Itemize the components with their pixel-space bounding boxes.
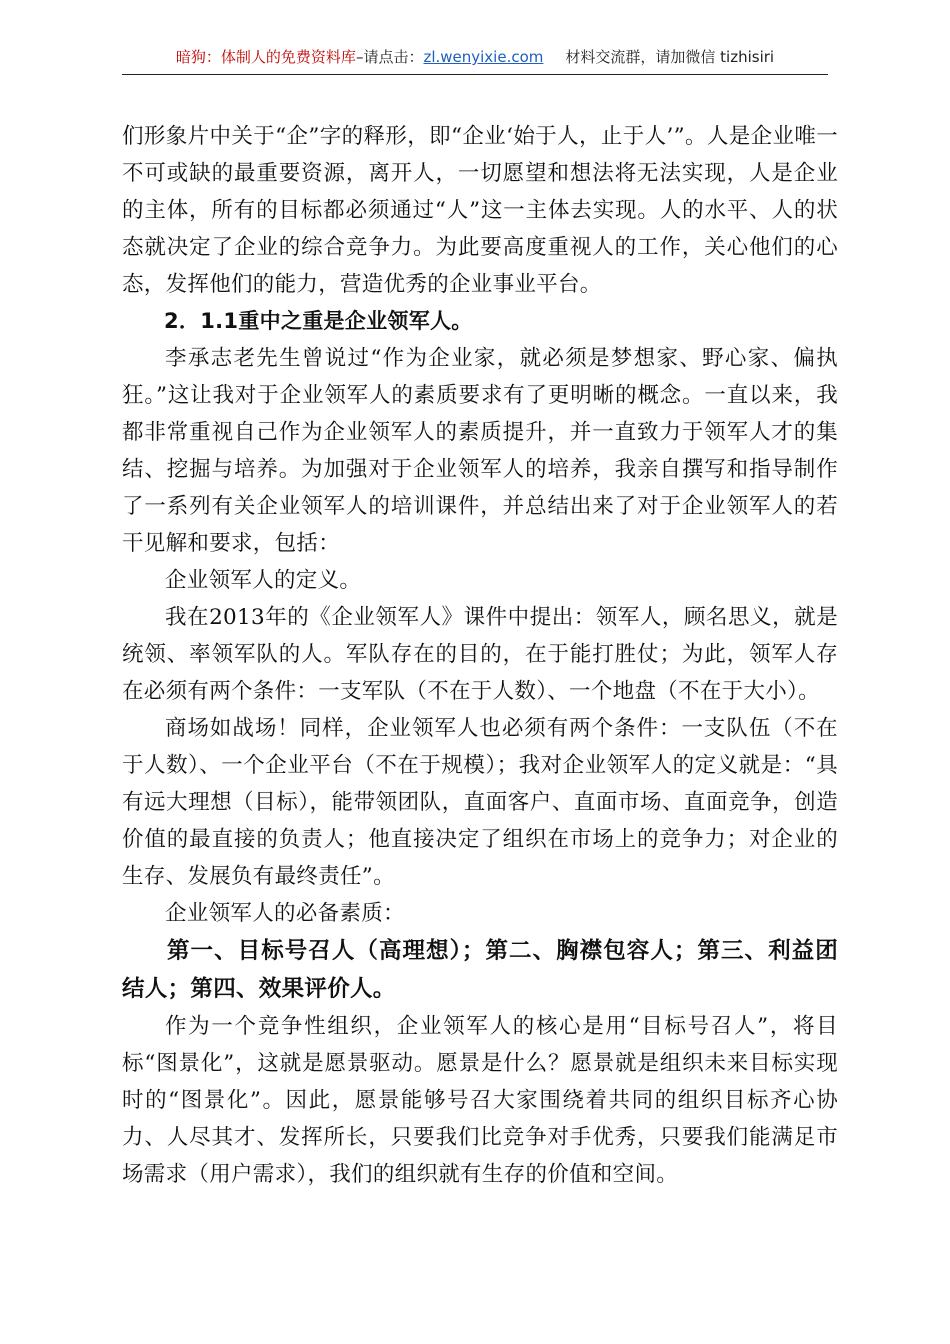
subheading-definition: 企业领军人的定义。	[165, 568, 362, 593]
paragraph-intro: 们形象片中关于“企”字的释形，即“企业‘始于人，止于人’”。人是企业唯一不可或缺的最重要资源，离开人，一切愿望和想法将无法实现，人是企业的主体，所有的目标都必须通过“人”这一主体去实现。人的水平、人的状态就决定了企业的综合竞争力。为此要高度重视人的工作，关心他们的心态，发挥他们的能力，营造优秀的企业事业平台。	[122, 124, 838, 297]
page-header	[122, 46, 828, 75]
section-heading: 2．1.1重中之重是企业领军人。	[164, 309, 473, 333]
header-link[interactable]: zl.wenyixie.com	[423, 48, 544, 66]
header-wechat-note: 材料交流群，请加微信 tizhisiri	[565, 48, 775, 66]
subheading-qualities: 企业领军人的必备素质：	[165, 901, 405, 926]
paragraph-market: 商场如战场！同样，企业领军人也必须有两个条件：一支队伍（不在于人数）、一个企业平台（不在于规模）；我对企业领军人的定义就是：“具有远大理想（目标），能带领团队，直面客户、直面市场、直面竞争，创造价值的最直接的负责人；他直接决定了组织在市场上的竞争力；对企业的生存、发展负有最终责任”。	[122, 716, 838, 889]
paragraph-definition: 我在2013年的《企业领军人》课件中提出：领军人，顾名思义，就是统领、率领军队的人。军队存在的目的，在于能打胜仗；为此，领军人存在必须有两个条件：一支军队（不在于人数）、一个地盘（不在于大小）。	[122, 605, 838, 704]
document-body	[122, 118, 838, 1193]
paragraph-quote: 李承志老先生曾说过“作为企业家，就必须是梦想家、野心家、偏执狂。”这让我对于企业领军人的素质要求有了更明晰的概念。一直以来，我都非常重视自己作为企业领军人的素质提升，并一直致力于领军人才的集结、挖掘与培养。为加强对于企业领军人的培养，我亲自撰写和指导制作了一系列有关企业领军人的培训课件，并总结出来了对于企业领军人的若干见解和要求，包括：	[122, 346, 838, 556]
header-prompt: –请点击：	[355, 48, 424, 66]
qualities-list: 第一、目标号召人（高理想）；第二、胸襟包容人；第三、利益团结人；第四、效果评价人。	[122, 938, 838, 1002]
header-brand: 暗狗：体制人的免费资料库	[175, 48, 356, 66]
paragraph-vision: 作为一个竞争性组织，企业领军人的核心是用“目标号召人”，将目标“图景化”，这就是愿景驱动。愿景是什么？愿景就是组织未来目标实现时的“图景化”。因此，愿景能够号召大家围绕着共同的组织目标齐心协力、人尽其才、发挥所长，只要我们比竞争对手优秀，只要我们能满足市场需求（用户需求），我们的组织就有生存的价值和空间。	[122, 1014, 838, 1187]
